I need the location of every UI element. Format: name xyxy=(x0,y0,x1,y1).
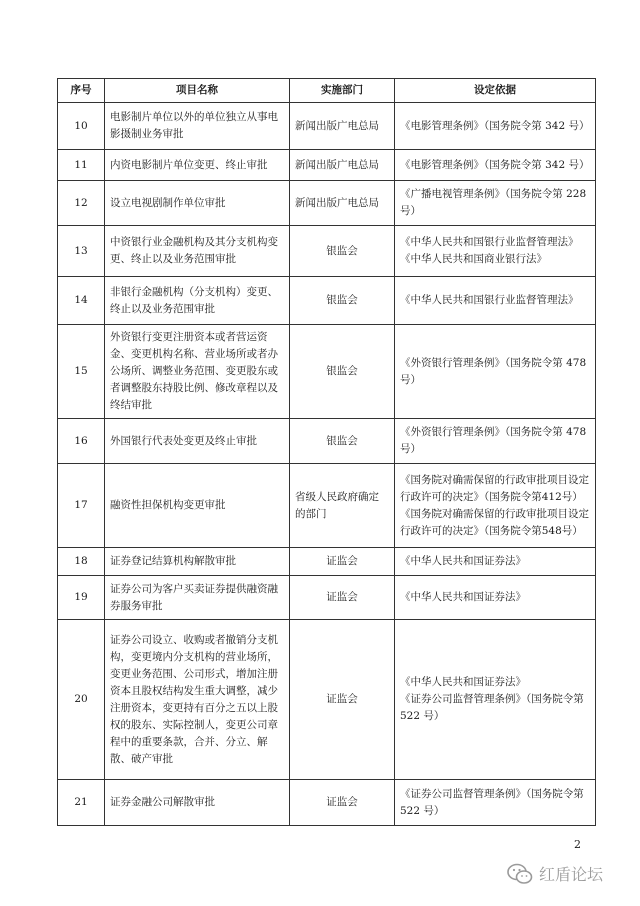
row-legal-basis: 《中华人民共和国银行业监督管理法》 《中华人民共和国商业银行法》 xyxy=(395,226,596,277)
row-item-name: 外资银行变更注册资本或者营运资金、变更机构名称、营业场所或者办公场所、调整业务范围、变更股东或者调整股东持股比例、修改章程以及终结审批 xyxy=(105,325,290,419)
table-row xyxy=(58,226,596,277)
row-department: 银监会 xyxy=(290,419,395,464)
table-row xyxy=(58,620,596,780)
row-legal-basis: 《电影管理条例》（国务院令第 342 号） xyxy=(395,150,596,181)
row-legal-basis: 《中华人民共和国证券法》 xyxy=(395,576,596,620)
row-department: 银监会 xyxy=(290,325,395,419)
watermark-text: 红盾论坛 xyxy=(539,865,604,884)
row-item-name: 电影制片单位以外的单位独立从事电影摄制业务审批 xyxy=(105,103,290,150)
row-department: 证监会 xyxy=(290,576,395,620)
row-number: 15 xyxy=(58,325,105,419)
row-department: 银监会 xyxy=(290,277,395,325)
row-department: 新闻出版广电总局 xyxy=(290,150,395,181)
row-item-name: 证券登记结算机构解散审批 xyxy=(105,548,290,576)
row-item-name: 融资性担保机构变更审批 xyxy=(105,464,290,548)
row-item-name: 非银行金融机构（分支机构）变更、终止以及业务范围审批 xyxy=(105,277,290,325)
header-number: 序号 xyxy=(58,79,105,103)
row-legal-basis: 《中华人民共和国银行业监督管理法》 xyxy=(395,277,596,325)
row-number: 19 xyxy=(58,576,105,620)
row-legal-basis: 《中华人民共和国证券法》 《证券公司监督管理条例》（国务院令第 522 号） xyxy=(395,620,596,780)
table-row xyxy=(58,548,596,576)
row-legal-basis: 《电影管理条例》（国务院令第 342 号） xyxy=(395,103,596,150)
row-department: 新闻出版广电总局 xyxy=(290,181,395,226)
table-row xyxy=(58,576,596,620)
row-legal-basis: 《国务院对确需保留的行政审批项目设定行政许可的决定》（国务院令第412号） 《国务院对确需保留的行政审批项目设定行政许可的决定》（国务院令第548号） xyxy=(395,464,596,548)
approval-items-table xyxy=(57,78,596,826)
row-item-name: 设立电视剧制作单位审批 xyxy=(105,181,290,226)
row-item-name: 内资电影制片单位变更、终止审批 xyxy=(105,150,290,181)
header-department: 实施部门 xyxy=(290,79,395,103)
row-legal-basis: 《广播电视管理条例》（国务院令第 228 号） xyxy=(395,181,596,226)
row-legal-basis: 《证券公司监督管理条例》（国务院令第 522 号） xyxy=(395,780,596,826)
table-row xyxy=(58,150,596,181)
row-number: 14 xyxy=(58,277,105,325)
row-department: 银监会 xyxy=(290,226,395,277)
row-department: 证监会 xyxy=(290,780,395,826)
row-item-name: 证券公司为客户买卖证券提供融资融券服务审批 xyxy=(105,576,290,620)
table-row xyxy=(58,277,596,325)
table-row xyxy=(58,181,596,226)
row-number: 13 xyxy=(58,226,105,277)
row-legal-basis: 《中华人民共和国证券法》 xyxy=(395,548,596,576)
header-legal-basis: 设定依据 xyxy=(395,79,596,103)
table-row xyxy=(58,419,596,464)
row-number: 20 xyxy=(58,620,105,780)
row-number: 18 xyxy=(58,548,105,576)
row-item-name: 外国银行代表处变更及终止审批 xyxy=(105,419,290,464)
table-row xyxy=(58,464,596,548)
row-item-name: 证券金融公司解散审批 xyxy=(105,780,290,826)
page-number: 2 xyxy=(574,838,581,851)
row-department: 新闻出版广电总局 xyxy=(290,103,395,150)
row-department: 省级人民政府确定的部门 xyxy=(290,464,395,548)
table-row xyxy=(58,780,596,826)
table-row xyxy=(58,103,596,150)
row-legal-basis: 《外资银行管理条例》（国务院令第 478 号） xyxy=(395,325,596,419)
row-number: 16 xyxy=(58,419,105,464)
table-header-row xyxy=(58,79,596,103)
row-number: 10 xyxy=(58,103,105,150)
row-legal-basis: 《外资银行管理条例》（国务院令第 478 号） xyxy=(395,419,596,464)
row-number: 17 xyxy=(58,464,105,548)
row-item-name: 中资银行业金融机构及其分支机构变更、终止以及业务范围审批 xyxy=(105,226,290,277)
watermark xyxy=(507,862,603,885)
header-item-name: 项目名称 xyxy=(105,79,290,103)
row-department: 证监会 xyxy=(290,620,395,780)
table-row xyxy=(58,325,596,419)
row-number: 21 xyxy=(58,780,105,826)
wechat-icon xyxy=(507,863,533,885)
row-number: 11 xyxy=(58,150,105,181)
row-number: 12 xyxy=(58,181,105,226)
row-department: 证监会 xyxy=(290,548,395,576)
row-item-name: 证券公司设立、收购或者撤销分支机构，变更境内分支机构的营业场所，变更业务范围、公司形式，增加注册资本且股权结构发生重大调整，减少注册资本，变更持有百分之五以上股权的股东、实际控制人，变更公司章程中的重要条款，合并、分立、解散、破产审批 xyxy=(105,620,290,780)
